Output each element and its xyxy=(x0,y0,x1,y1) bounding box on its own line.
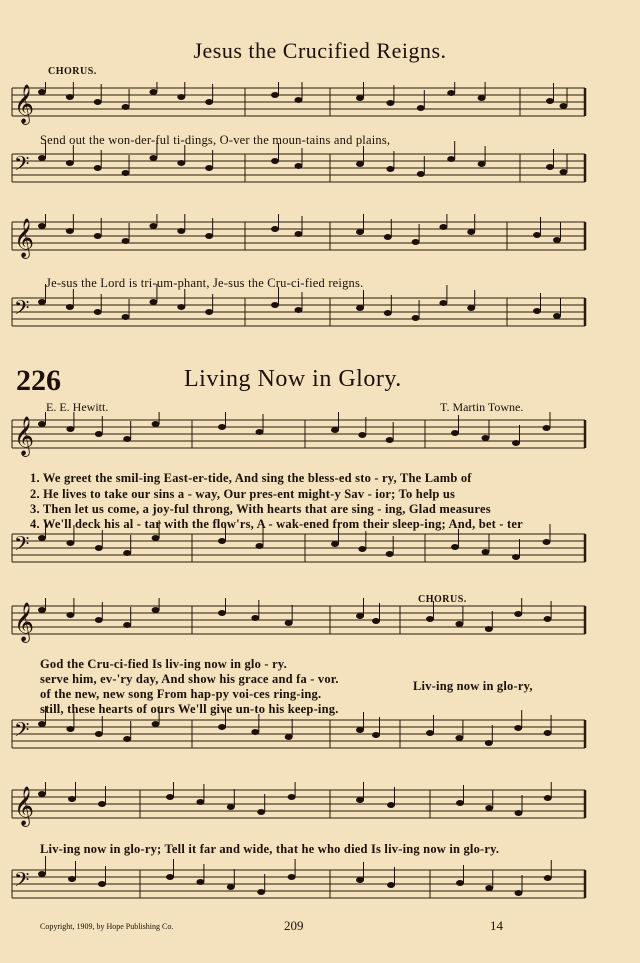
treble-clef-icon: 𝄞 xyxy=(14,786,35,826)
note-head xyxy=(467,229,475,235)
verse-line: still, these hearts of ours We'll give un-to his keep-ing. xyxy=(40,702,339,716)
note-head xyxy=(227,884,235,890)
note-head xyxy=(94,165,102,171)
note-head xyxy=(205,233,213,239)
note-head xyxy=(485,626,493,632)
note-head xyxy=(152,535,160,541)
note-head xyxy=(94,99,102,105)
note-head xyxy=(271,158,279,164)
note-head xyxy=(251,615,259,621)
page-number: 209 xyxy=(284,918,304,933)
note-head xyxy=(412,315,420,321)
note-head xyxy=(426,616,434,622)
note-head xyxy=(94,233,102,239)
note-head xyxy=(544,795,552,801)
note-head xyxy=(455,621,463,627)
note-head xyxy=(218,538,226,544)
note-head xyxy=(515,810,523,816)
note-head xyxy=(456,880,464,886)
note-head xyxy=(285,734,293,740)
note-head xyxy=(257,809,265,815)
note-head xyxy=(543,539,551,545)
note-head xyxy=(412,239,420,245)
note-head xyxy=(514,611,522,617)
note-head xyxy=(439,300,447,306)
note-head xyxy=(356,613,364,619)
note-head xyxy=(358,432,366,438)
note-head xyxy=(123,622,131,628)
note-head xyxy=(356,95,364,101)
hymn-number: 226 xyxy=(16,364,61,397)
lyric-line: Send out the won-der-ful ti-dings, O-ver the moun-tains and plains, xyxy=(40,133,391,147)
note-head xyxy=(295,231,303,237)
composer-credit: T. Martin Towne. xyxy=(440,400,524,414)
note-head xyxy=(512,554,520,560)
note-head xyxy=(196,799,204,805)
author-credit: E. E. Hewitt. xyxy=(46,400,109,414)
note-head xyxy=(177,160,185,166)
chorus-label: CHORUS. xyxy=(418,594,467,605)
verse-line: 4. We'll deck his al - tar with the flow'rs, A - wak-ened from their sleep-ing; And, bet - ter xyxy=(30,517,523,531)
note-head xyxy=(152,607,160,613)
note-head xyxy=(384,310,392,316)
note-head xyxy=(482,549,490,555)
note-head xyxy=(218,610,226,616)
note-head xyxy=(218,724,226,730)
note-head xyxy=(560,169,568,175)
note-head xyxy=(122,170,130,176)
note-head xyxy=(447,156,455,162)
note-head xyxy=(356,305,364,311)
note-head xyxy=(358,546,366,552)
bass-clef-icon: 𝄢 xyxy=(14,296,30,324)
note-head xyxy=(95,431,103,437)
note-head xyxy=(66,304,74,310)
note-head xyxy=(447,90,455,96)
note-head xyxy=(271,92,279,98)
note-head xyxy=(533,308,541,314)
note-head xyxy=(218,424,226,430)
note-head xyxy=(123,550,131,556)
note-head xyxy=(38,721,46,727)
note-head xyxy=(417,105,425,111)
note-head xyxy=(95,617,103,623)
note-head xyxy=(196,879,204,885)
note-head xyxy=(331,427,339,433)
note-head xyxy=(123,436,131,442)
note-head xyxy=(177,228,185,234)
verse-line: serve him, ev-'ry day, And show his grace and fa - vor. xyxy=(40,672,339,686)
treble-clef-icon: 𝄞 xyxy=(14,416,35,456)
note-head xyxy=(451,544,459,550)
note-head xyxy=(372,732,380,738)
note-head xyxy=(515,890,523,896)
note-head xyxy=(356,229,364,235)
note-head xyxy=(38,299,46,305)
note-head xyxy=(331,541,339,547)
note-head xyxy=(122,238,130,244)
note-head xyxy=(451,430,459,436)
note-head xyxy=(467,305,475,311)
hymn-title: Living Now in Glory. xyxy=(184,366,402,392)
note-head xyxy=(66,228,74,234)
bass-clef-icon: 𝄢 xyxy=(14,718,30,746)
note-head xyxy=(205,165,213,171)
note-head xyxy=(271,302,279,308)
note-head xyxy=(205,309,213,315)
note-head xyxy=(386,166,394,172)
note-head xyxy=(514,725,522,731)
note-head xyxy=(38,155,46,161)
note-head xyxy=(295,307,303,313)
note-head xyxy=(98,801,106,807)
verse-line: God the Cru-ci-fied Is liv-ing now in glo - ry. xyxy=(40,657,287,671)
note-head xyxy=(553,237,561,243)
verse-line: 1. We greet the smil-ing East-er-tide, And sing the bless-ed sto - ry, The Lamb of xyxy=(30,471,472,485)
note-head xyxy=(66,426,74,432)
note-head xyxy=(149,89,157,95)
note-head xyxy=(417,171,425,177)
note-head xyxy=(485,885,493,891)
bass-clef-icon: 𝄢 xyxy=(14,868,30,896)
note-head xyxy=(149,155,157,161)
note-head xyxy=(256,429,264,435)
note-head xyxy=(439,224,447,230)
note-head xyxy=(456,800,464,806)
note-head xyxy=(295,163,303,169)
chorus-label: CHORUS. xyxy=(48,66,97,77)
note-head xyxy=(356,727,364,733)
note-head xyxy=(177,94,185,100)
note-head xyxy=(546,164,554,170)
note-head xyxy=(152,721,160,727)
note-head xyxy=(166,874,174,880)
note-head xyxy=(68,876,76,882)
note-head xyxy=(122,104,130,110)
note-head xyxy=(387,882,395,888)
note-head xyxy=(251,729,259,735)
note-head xyxy=(166,794,174,800)
verse-line: 2. He lives to take our sins a - way, Our pres-ent might-y Sav - ior; To help us xyxy=(30,487,456,501)
note-head xyxy=(66,540,74,546)
note-head xyxy=(38,791,46,797)
tune-number: 14 xyxy=(490,918,503,933)
note-head xyxy=(546,98,554,104)
note-head xyxy=(66,94,74,100)
note-head xyxy=(66,726,74,732)
note-head xyxy=(485,740,493,746)
note-head xyxy=(560,103,568,109)
note-head xyxy=(38,607,46,613)
note-head xyxy=(288,794,296,800)
treble-clef-icon: 𝄞 xyxy=(14,218,35,258)
chorus-lyric: Liv-ing now in glo-ry, xyxy=(413,679,533,693)
note-head xyxy=(387,802,395,808)
note-head xyxy=(485,805,493,811)
note-head xyxy=(356,161,364,167)
note-head xyxy=(123,736,131,742)
note-head xyxy=(553,313,561,319)
note-head xyxy=(38,223,46,229)
note-head xyxy=(544,875,552,881)
treble-clef-icon: 𝄞 xyxy=(14,602,35,642)
note-head xyxy=(544,616,552,622)
note-head xyxy=(482,435,490,441)
verse-line: 3. Then let us come, a joy-ful throng, With hearts that are sing - ing, Glad measures xyxy=(30,502,491,516)
note-head xyxy=(478,161,486,167)
note-head xyxy=(149,299,157,305)
note-head xyxy=(271,226,279,232)
note-head xyxy=(372,618,380,624)
note-head xyxy=(386,551,394,557)
lyric-line: Je-sus the Lord is tri-um-phant, Je-sus the Cru-ci-fied reigns. xyxy=(46,276,364,290)
note-head xyxy=(68,796,76,802)
hymn-title: Jesus the Crucified Reigns. xyxy=(193,38,447,63)
note-head xyxy=(205,99,213,105)
note-head xyxy=(177,304,185,310)
note-head xyxy=(94,309,102,315)
note-head xyxy=(356,877,364,883)
bass-clef-icon: 𝄢 xyxy=(14,152,30,180)
note-head xyxy=(38,421,46,427)
note-head xyxy=(152,421,160,427)
note-head xyxy=(356,797,364,803)
note-head xyxy=(256,543,264,549)
note-head xyxy=(227,804,235,810)
note-head xyxy=(295,97,303,103)
note-head xyxy=(543,425,551,431)
note-head xyxy=(386,437,394,443)
bass-clef-icon: 𝄢 xyxy=(14,532,30,560)
note-head xyxy=(66,160,74,166)
note-head xyxy=(384,234,392,240)
note-head xyxy=(149,223,157,229)
note-head xyxy=(257,889,265,895)
note-head xyxy=(426,730,434,736)
note-head xyxy=(95,545,103,551)
note-head xyxy=(386,100,394,106)
note-head xyxy=(122,314,130,320)
verse-line: of the new, new song From hap-py voi-ces ring-ing. xyxy=(40,687,322,701)
treble-clef-icon: 𝄞 xyxy=(14,84,35,124)
note-head xyxy=(38,535,46,541)
copyright-notice: Copyright, 1909, by Hope Publishing Co. xyxy=(40,922,174,931)
note-head xyxy=(66,612,74,618)
note-head xyxy=(95,731,103,737)
note-head xyxy=(38,89,46,95)
note-head xyxy=(288,874,296,880)
note-head xyxy=(533,232,541,238)
note-head xyxy=(38,871,46,877)
note-head xyxy=(544,730,552,736)
note-head xyxy=(455,735,463,741)
chorus-lyric: Liv-ing now in glo-ry; Tell it far and wide, that he who died Is liv-ing now in glo-ry. xyxy=(40,842,500,856)
note-head xyxy=(512,440,520,446)
note-head xyxy=(98,881,106,887)
note-head xyxy=(285,620,293,626)
note-head xyxy=(478,95,486,101)
